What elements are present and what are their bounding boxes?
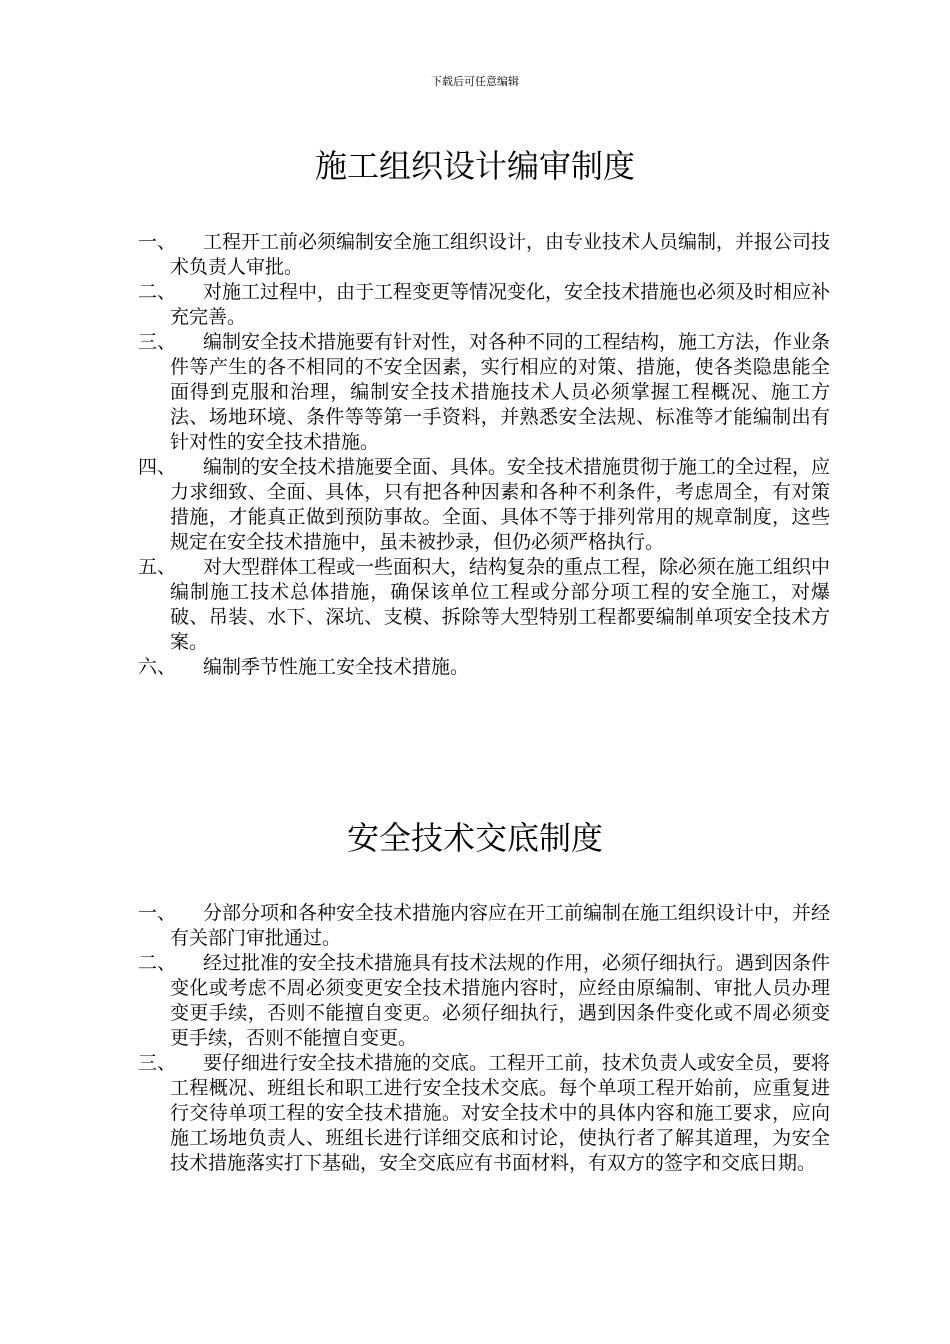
item-text: 要仔细进行安全技术措施的交底。工程开工前，技术负责人或安全员，要将工程概况、班组长和职工进行安全技术交底。每个单项工程开始前，应重复进行交待单项工程的安全技术措施。对安全技术中的具体内容和施工要求，应向施工场地负责人、班组长进行详细交底和讨论，使执行者了解其道理，为安全技术措施落实打下基础，安全交底应有书面材料，有双方的签字和交底日期。: [170, 1052, 831, 1174]
section-title-construction-design-review: 施工组织设计编审制度: [314, 147, 635, 185]
item-number: 一、: [138, 902, 177, 924]
list-item: [138, 555, 830, 655]
item-number: 六、: [138, 656, 177, 678]
list-item: [138, 655, 830, 680]
construction-design-review-list: [138, 230, 830, 680]
item-text: 分部分项和各种安全技术措施内容应在开工前编制在施工组织设计中，并经有关部门审批通过。: [170, 902, 831, 949]
page-header: 下载后可任意编辑: [431, 75, 519, 88]
section-title-safety-briefing: 安全技术交底制度: [346, 819, 603, 857]
item-text: 编制的安全技术措施要全面、具体。安全技术措施贯彻于施工的全过程，应力求细致、全面、具体，只有把各种因素和各种不利条件，考虑周全，有对策措施，才能真正做到预防事故。全面、具体不等于排列常用的规章制度，这些规定在安全技术措施中，虽未被抄录，但仍必须严格执行。: [170, 456, 831, 553]
item-text: 对施工过程中，由于工程变更等情况变化，安全技术措施也必须及时相应补充完善。: [170, 281, 831, 328]
item-number: 二、: [138, 952, 177, 974]
item-number: 四、: [138, 456, 177, 478]
safety-briefing-list: [138, 901, 830, 1176]
item-text: 编制季节性施工安全技术措施。: [203, 656, 470, 678]
item-number: 三、: [138, 331, 177, 353]
item-text: 工程开工前必须编制安全施工组织设计，由专业技术人员编制，并报公司技术负责人审批。: [170, 231, 831, 278]
list-item: [138, 280, 830, 330]
item-number: 三、: [138, 1052, 177, 1074]
list-item: [138, 951, 830, 1051]
list-item: [138, 1051, 830, 1176]
list-item: [138, 901, 830, 951]
item-text: 对大型群体工程或一些面积大，结构复杂的重点工程，除必须在施工组织中编制施工技术总体措施，确保该单位工程或分部分项工程的安全施工，对爆破、吊装、水下、深坑、支模、拆除等大型特别工程都要编制单项安全技术方案。: [170, 556, 831, 653]
item-text: 经过批准的安全技术措施具有技术法规的作用，必须仔细执行。遇到因条件变化或考虑不周必须变更安全技术措施内容时，应经由原编制、审批人员办理变更手续，否则不能擅自变更。必须仔细执行，遇到因条件变化或不周必须变更手续，否则不能擅自变更。: [170, 952, 831, 1049]
list-item: [138, 330, 830, 455]
list-item: [138, 455, 830, 555]
item-number: 一、: [138, 231, 177, 253]
list-item: [138, 230, 830, 280]
item-number: 二、: [138, 281, 177, 303]
item-text: 编制安全技术措施要有针对性，对各种不同的工程结构，施工方法，作业条件等产生的各不相同的不安全因素，实行相应的对策、措施，使各类隐患能全面得到克服和治理，编制安全技术措施技术人员必须掌握工程概况、施工方法、场地环境、条件等等第一手资料，并熟悉安全法规、标准等才能编制出有针对性的安全技术措施。: [170, 331, 831, 453]
item-number: 五、: [138, 556, 177, 578]
